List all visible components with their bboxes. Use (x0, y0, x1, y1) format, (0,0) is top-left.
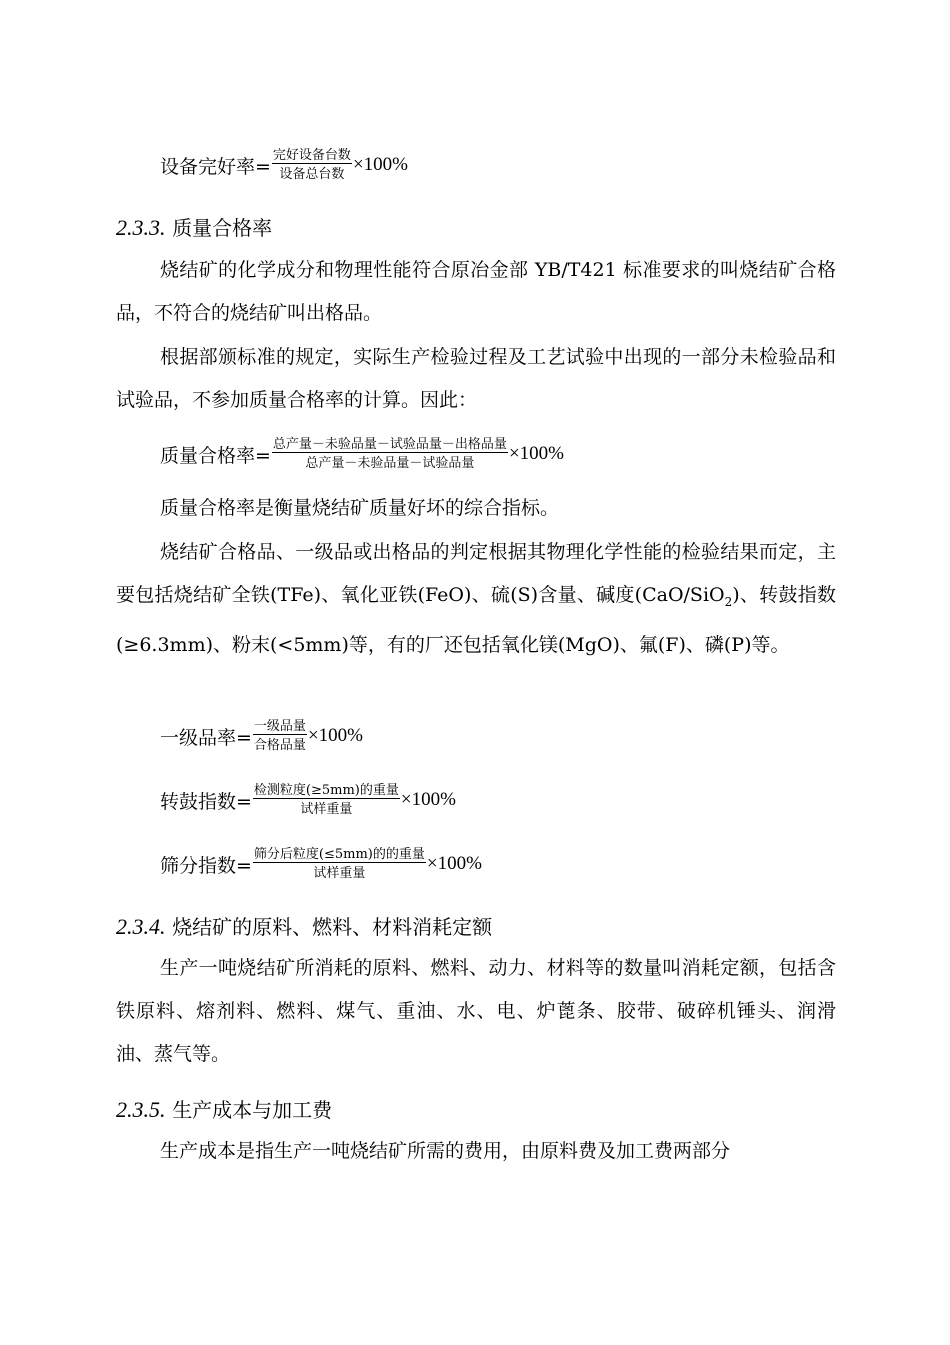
formula-equipment-rate (160, 148, 408, 182)
formula-lhs: 筛分指数= (160, 854, 252, 877)
fraction-numerator: 总产量－未验品量－试验品量－出格品量 (272, 437, 507, 452)
fraction (253, 783, 400, 817)
formula-lhs: 设备完好率= (160, 155, 271, 178)
fraction-numerator: 完好设备台数 (272, 148, 351, 163)
paragraph-consumption-quota: 生产一吨烧结矿所消耗的原料、燃料、动力、材料等的数量叫消耗定额，包括含铁原料、熔剂料、燃料、煤气、重油、水、电、炉蓖条、胶带、破碎机锤头、润滑油、蒸气等。 (116, 957, 836, 1065)
paragraph-judgement-basis (116, 531, 836, 667)
formula-lhs: 一级品率= (160, 726, 252, 749)
fraction (272, 148, 352, 182)
formula-first-grade-rate (160, 719, 363, 753)
paragraph-production-cost: 生产成本是指生产一吨烧结矿所需的费用，由原料费及加工费两部分 (160, 1140, 731, 1162)
section-title: 质量合格率 (172, 216, 273, 240)
formula-sieve-index (160, 847, 482, 881)
formula-multiplier: ×100% (352, 154, 408, 175)
fraction-denominator: 试样重量 (300, 802, 353, 817)
formula-multiplier: ×100% (400, 789, 456, 810)
section-number: 2.3.4. (116, 914, 166, 939)
formula-multiplier: ×100% (307, 725, 363, 746)
fraction (272, 437, 508, 471)
formula-drum-index (160, 783, 456, 817)
paragraph-standard-rule: 根据部颁标准的规定，实际生产检验过程及工艺试验中出现的一部分未检验品和试验品，不参加质量合格率的计算。因此： (116, 346, 836, 411)
section-number: 2.3.3. (116, 215, 166, 240)
section-heading-2-3-4 (116, 911, 492, 940)
section-number: 2.3.5. (116, 1097, 166, 1122)
fraction-denominator: 合格品量 (253, 738, 306, 753)
formula-quality-rate (160, 437, 564, 471)
formula-multiplier: ×100% (508, 443, 564, 464)
fraction (253, 847, 426, 881)
formula-multiplier: ×100% (426, 853, 482, 874)
fraction-numerator: 一级品量 (253, 719, 306, 734)
fraction-denominator: 试样重量 (313, 866, 366, 881)
fraction (253, 719, 307, 753)
paragraph-qualified-definition: 烧结矿的化学成分和物理性能符合原冶金部 YB/T421 标准要求的叫烧结矿合格品，不符合的烧结矿叫出格品。 (116, 259, 836, 324)
section-title: 烧结矿的原料、燃料、材料消耗定额 (172, 915, 493, 939)
paragraph-quality-indicator: 质量合格率是衡量烧结矿质量好坏的综合指标。 (160, 497, 560, 519)
section-heading-2-3-3 (116, 212, 272, 241)
section-title: 生产成本与加工费 (172, 1098, 333, 1122)
section-heading-2-3-5 (116, 1094, 332, 1123)
paragraph-text: 烧结矿合格品、一级品或出格品的判定根据其物理化学性能的检验结果而定，主要包括烧结矿全铁(TFe)、氧化亚铁(FeO)、硫(S)含量、碱度(CaO/SiO (116, 541, 836, 606)
formula-lhs: 转鼓指数= (160, 790, 252, 813)
fraction-denominator: 总产量－未验品量－试验品量 (305, 456, 475, 471)
formula-lhs: 质量合格率= (160, 444, 271, 467)
paragraph-text: )、转鼓指数(≥6.3mm)、粉末(<5mm)等，有的厂还包括氧化镁(MgO)、氟(F)、磷(P)等。 (116, 584, 836, 656)
fraction-numerator: 检测粒度(≥5mm)的重量 (253, 783, 399, 798)
fraction-denominator: 设备总台数 (279, 167, 345, 182)
subscript: 2 (724, 594, 733, 609)
fraction-numerator: 筛分后粒度(≤5mm)的的重量 (253, 847, 425, 862)
